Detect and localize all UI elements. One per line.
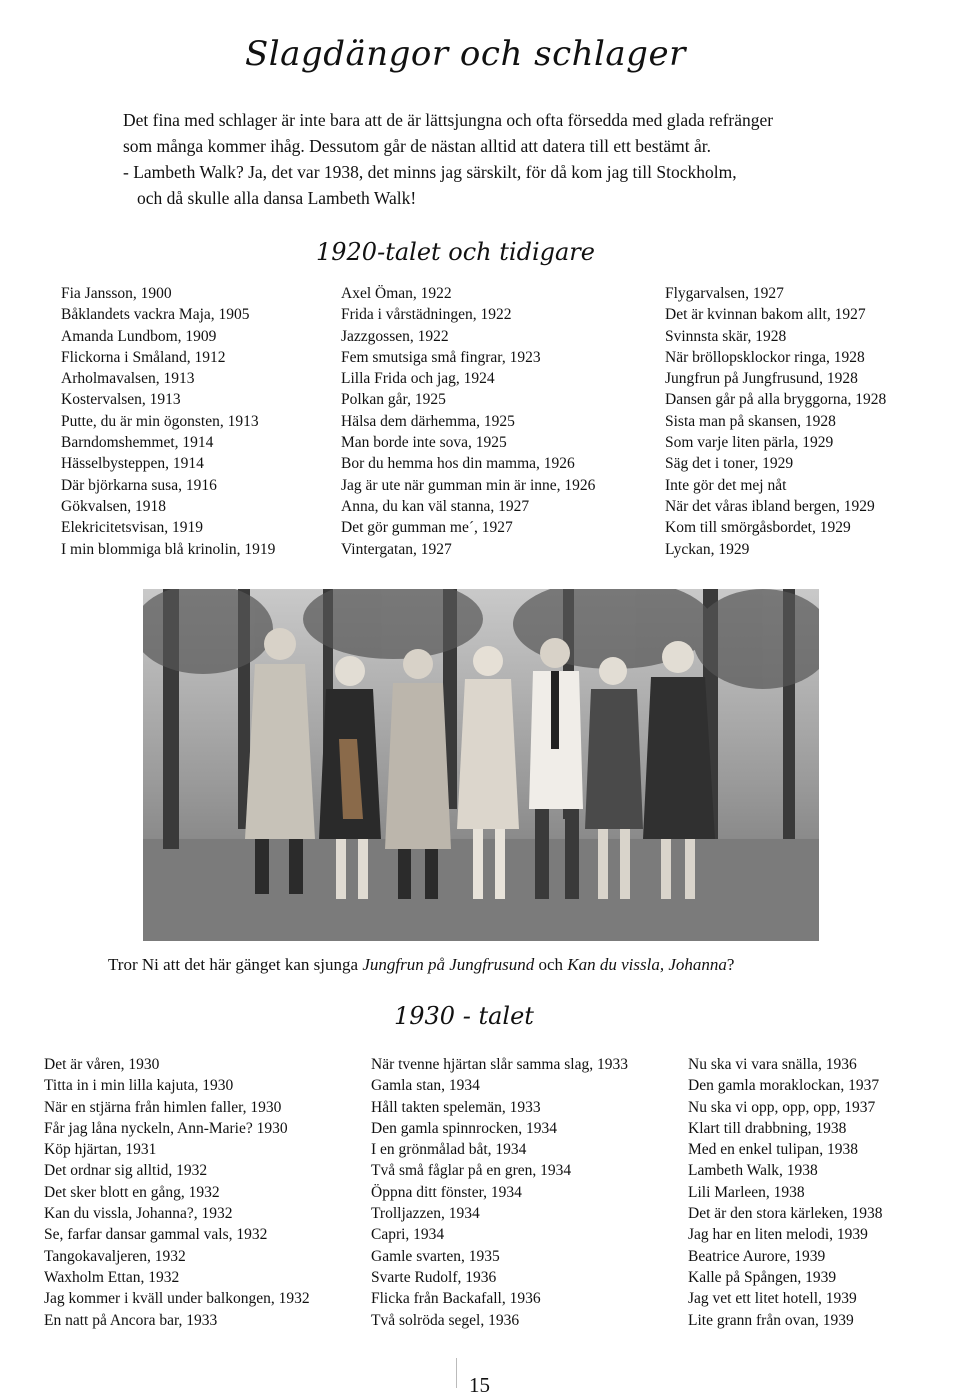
song-item: Köp hjärtan, 1931 (44, 1141, 157, 1159)
song-item: Arholmavalsen, 1913 (61, 370, 195, 388)
song-item: Jazzgossen, 1922 (341, 327, 449, 345)
song-item: Som varje liten pärla, 1929 (665, 434, 834, 452)
song-item: Kan du vissla, Johanna?, 1932 (44, 1205, 233, 1223)
song-item: Gamla stan, 1934 (371, 1077, 480, 1095)
song-list-1920-col2 (341, 283, 595, 560)
song-item: Trolljazzen, 1934 (371, 1205, 480, 1223)
song-item: Det är den stora kärleken, 1938 (688, 1205, 883, 1223)
song-item: Håll takten spelemän, 1933 (371, 1098, 541, 1116)
song-item: Det sker blott en gång, 1932 (44, 1183, 220, 1201)
song-item: Hälsa dem därhemma, 1925 (341, 412, 515, 430)
song-list-1930-col2 (371, 1054, 628, 1331)
song-item: Amanda Lundbom, 1909 (61, 327, 217, 345)
photo-caption (108, 954, 868, 976)
song-item: Dansen går på alla bryggorna, 1928 (665, 391, 887, 409)
song-item: Lite grann från ovan, 1939 (688, 1311, 854, 1329)
song-item: I min blommiga blå krinolin, 1919 (61, 540, 276, 558)
song-item: När tvenne hjärtan slår samma slag, 1933 (371, 1056, 628, 1073)
song-item: Putte, du är min ögonsten, 1913 (61, 412, 259, 430)
song-item: Kalle på Spången, 1939 (688, 1268, 837, 1286)
song-item: Båklandets vackra Maja, 1905 (61, 306, 250, 324)
page-divider (456, 1358, 457, 1388)
intro-line: och då skulle alla dansa Lambeth Walk! (137, 188, 417, 208)
song-item: Polkan går, 1925 (341, 391, 446, 409)
song-item: Elekricitetsvisan, 1919 (61, 519, 204, 537)
song-item: Svinnsta skär, 1928 (665, 327, 787, 345)
song-item: Jag har en liten melodi, 1939 (688, 1226, 868, 1244)
song-item: Hässelbysteppen, 1914 (61, 455, 204, 473)
song-item: Vintergatan, 1927 (341, 540, 452, 558)
song-item: Sista man på skansen, 1928 (665, 412, 836, 430)
caption-text: och (534, 955, 568, 974)
song-item: Fia Jansson, 1900 (61, 285, 172, 302)
song-item: Fem smutsiga små fingrar, 1923 (341, 348, 541, 366)
song-item: Anna, du kan väl stanna, 1927 (341, 497, 530, 515)
song-item: Bor du hemma hos din mamma, 1926 (341, 455, 575, 473)
song-item: Med en enkel tulipan, 1938 (688, 1141, 859, 1159)
song-item: Den gamla spinnrocken, 1934 (371, 1119, 557, 1137)
page-number: 15 (469, 1373, 490, 1397)
song-item: När bröllopsklockor ringa, 1928 (665, 348, 865, 366)
song-item: Waxholm Ettan, 1932 (44, 1268, 180, 1286)
song-item: Lili Marleen, 1938 (688, 1183, 805, 1201)
intro-paragraph (123, 107, 883, 211)
song-item: Barndomshemmet, 1914 (61, 434, 214, 452)
song-item: Svarte Rudolf, 1936 (371, 1268, 497, 1286)
song-item: Tangokavaljeren, 1932 (44, 1247, 186, 1265)
song-item: Det är kvinnan bakom allt, 1927 (665, 306, 866, 324)
song-item: Får jag låna nyckeln, Ann-Marie? 1930 (44, 1119, 288, 1137)
song-list-1920-col3 (665, 283, 886, 560)
caption-song-title: Jungfrun på Jungfrusund (362, 955, 535, 974)
song-item: Gökvalsen, 1918 (61, 497, 167, 515)
section-heading-1920: 1920-talet och tidigare (316, 238, 595, 266)
song-item: Jag kommer i kväll under balkongen, 1932 (44, 1290, 310, 1308)
song-item: Flicka från Backafall, 1936 (371, 1290, 541, 1308)
song-item: Där björkarna susa, 1916 (61, 476, 217, 494)
song-item: Titta in i min lilla kajuta, 1930 (44, 1077, 234, 1095)
group-photo (143, 589, 819, 941)
song-item: Klart till drabbning, 1938 (688, 1119, 847, 1137)
intro-line: - Lambeth Walk? Ja, det var 1938, det minns jag särskilt, för då kom jag till Stockholm, (123, 162, 737, 182)
section-heading-1930: 1930 - talet (394, 1002, 534, 1030)
page-title: Slagdängor och schlager (245, 34, 686, 74)
song-item: I en grönmålad båt, 1934 (371, 1141, 527, 1159)
song-item: Se, farfar dansar gammal vals, 1932 (44, 1226, 268, 1244)
song-item: Lambeth Walk, 1938 (688, 1162, 818, 1180)
intro-line: som många kommer ihåg. Dessutom går de nästan alltid att datera till ett bestämt år. (123, 136, 712, 156)
song-item: Nu ska vi opp, opp, opp, 1937 (688, 1098, 876, 1116)
song-item: När en stjärna från himlen faller, 1930 (44, 1098, 282, 1116)
song-item: Den gamla moraklockan, 1937 (688, 1077, 880, 1095)
song-item: Säg det i toner, 1929 (665, 455, 794, 473)
song-item: En natt på Ancora bar, 1933 (44, 1311, 218, 1329)
song-item: Beatrice Aurore, 1939 (688, 1247, 826, 1265)
song-item: Flickorna i Småland, 1912 (61, 348, 226, 366)
song-item: Gamle svarten, 1935 (371, 1247, 500, 1265)
song-item: Det gör gumman me´, 1927 (341, 519, 513, 537)
song-item: Jag vet ett litet hotell, 1939 (688, 1290, 857, 1308)
song-item: Lilla Frida och jag, 1924 (341, 370, 495, 388)
caption-text: ? (726, 955, 735, 974)
song-item: Nu ska vi vara snälla, 1936 (688, 1056, 857, 1073)
song-item: Inte gör det mej nåt (665, 476, 787, 494)
caption-text: Tror Ni att det här gänget kan sjunga (108, 955, 363, 974)
caption-song-title: Kan du vissla, Johanna (567, 955, 727, 974)
song-item: Flygarvalsen, 1927 (665, 285, 784, 302)
song-item: Öppna ditt fönster, 1934 (371, 1183, 522, 1201)
song-item: Kostervalsen, 1913 (61, 391, 181, 409)
song-list-1920-col1 (61, 283, 275, 560)
song-item: Det är våren, 1930 (44, 1056, 160, 1073)
intro-line: Det fina med schlager är inte bara att de är lättsjungna och ofta försedda med glada refränger (123, 110, 774, 130)
song-item: Frida i vårstädningen, 1922 (341, 306, 512, 324)
song-item: Jungfrun på Jungfrusund, 1928 (665, 370, 858, 388)
song-item: Kom till smörgåsbordet, 1929 (665, 519, 851, 537)
song-item: Jag är ute när gumman min är inne, 1926 (341, 476, 596, 494)
song-item: Lyckan, 1929 (665, 540, 750, 558)
song-item: Capri, 1934 (371, 1226, 445, 1244)
song-item: Två solröda segel, 1936 (371, 1311, 520, 1329)
song-item: När det våras ibland bergen, 1929 (665, 497, 875, 515)
song-item: Två små fåglar på en gren, 1934 (371, 1162, 572, 1180)
song-list-1930-col3 (688, 1054, 883, 1331)
song-item: Man borde inte sova, 1925 (341, 434, 507, 452)
song-item: Det ordnar sig alltid, 1932 (44, 1162, 208, 1180)
song-list-1930-col1 (44, 1054, 310, 1331)
group-photo-illustration (143, 589, 819, 941)
song-item: Axel Öman, 1922 (341, 285, 452, 302)
